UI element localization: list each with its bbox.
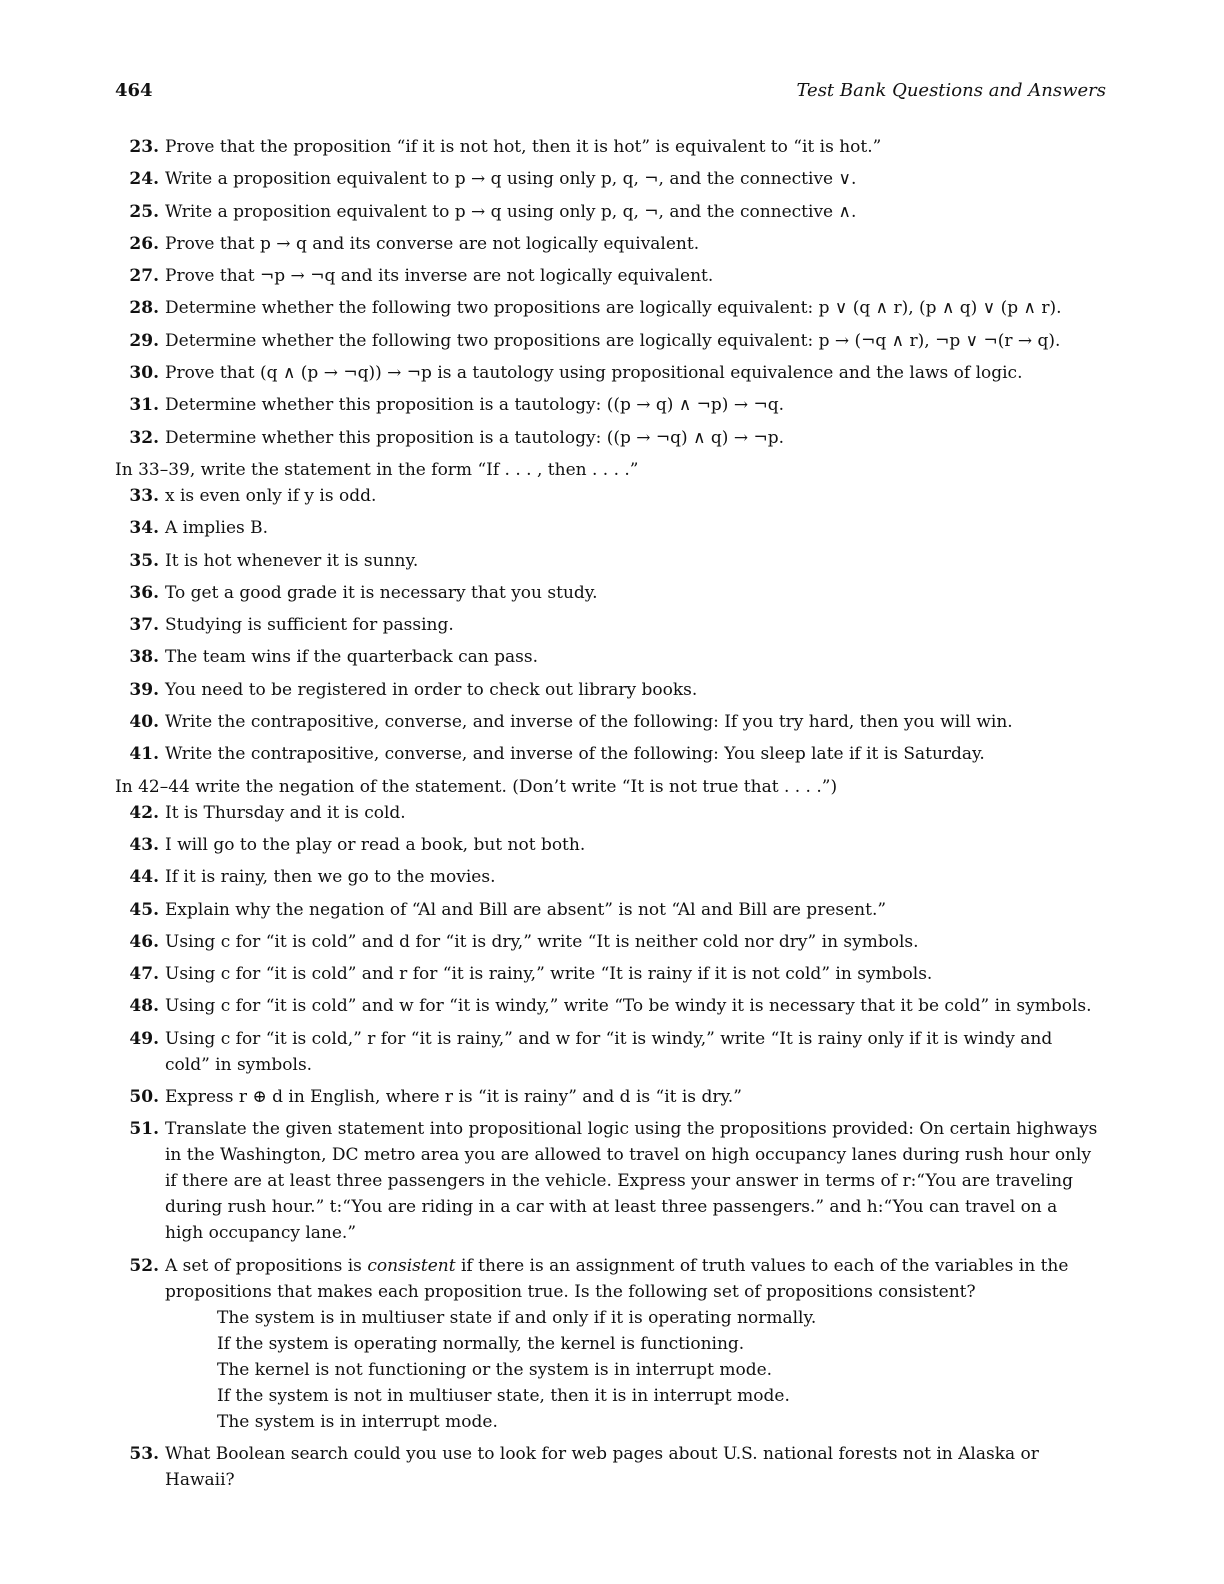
question-number: 32. bbox=[129, 427, 159, 448]
question-text: The team wins if the quarterback can pass. bbox=[165, 647, 538, 668]
question-number: 41. bbox=[129, 744, 159, 765]
question-number: 26. bbox=[129, 233, 159, 254]
question-number: 24. bbox=[129, 169, 159, 190]
question-group-c bbox=[115, 800, 1100, 1247]
proposition-line: If the system is operating normally, the kernel is functioning. bbox=[217, 1333, 745, 1354]
question-item bbox=[115, 709, 1100, 735]
question-text: Write a proposition equivalent to p → q using only p, q, ¬, and the connective ∨. bbox=[165, 169, 857, 190]
question-item bbox=[115, 897, 1100, 923]
proposition-line: The system is in interrupt mode. bbox=[217, 1411, 498, 1432]
question-item bbox=[115, 677, 1100, 703]
question-number: 50. bbox=[129, 1087, 159, 1108]
q52-emphasis: consistent bbox=[367, 1255, 456, 1276]
question-item bbox=[115, 993, 1100, 1019]
question-number: 39. bbox=[129, 679, 159, 700]
question-item bbox=[115, 1116, 1100, 1246]
question-number: 30. bbox=[129, 363, 159, 384]
question-text: Studying is sufficient for passing. bbox=[165, 615, 454, 636]
question-text: Prove that (q ∧ (p → ¬q)) → ¬p is a tautology using propositional equivalence and the laws of logic. bbox=[165, 363, 1023, 384]
page-number: 464 bbox=[115, 80, 153, 101]
question-item bbox=[115, 864, 1100, 890]
question-number: 27. bbox=[129, 266, 159, 287]
question-item bbox=[115, 483, 1100, 509]
question-text: Determine whether this proposition is a tautology: ((p → q) ∧ ¬p) → ¬q. bbox=[165, 395, 785, 416]
question-number: 31. bbox=[129, 395, 159, 416]
question-number: 44. bbox=[129, 867, 159, 888]
question-number: 23. bbox=[129, 137, 159, 157]
question-number: 33. bbox=[129, 485, 159, 506]
question-text: A implies B. bbox=[165, 518, 269, 539]
question-text: To get a good grade it is necessary that you study. bbox=[165, 582, 598, 603]
proposition-set bbox=[165, 1305, 1100, 1435]
question-text: Using c for “it is cold” and d for “it is dry,” write “It is neither cold nor dry” in symbols. bbox=[165, 931, 919, 952]
question-text: Express r ⊕ d in English, where r is “it is rainy” and d is “it is dry.” bbox=[165, 1087, 742, 1108]
question-text: It is Thursday and it is cold. bbox=[165, 802, 406, 823]
question-item bbox=[115, 580, 1100, 606]
question-number: 52. bbox=[129, 1255, 159, 1276]
question-number: 53. bbox=[129, 1443, 159, 1464]
question-list bbox=[115, 134, 1100, 1499]
question-item bbox=[115, 515, 1100, 541]
question-text: Prove that ¬p → ¬q and its inverse are not logically equivalent. bbox=[165, 266, 714, 287]
question-number: 36. bbox=[129, 582, 159, 603]
question-text: Prove that the proposition “if it is not hot, then it is hot” is equivalent to “it is hot.” bbox=[165, 137, 882, 157]
question-item bbox=[115, 832, 1100, 858]
question-text: Explain why the negation of “Al and Bill are absent” is not “Al and Bill are present.” bbox=[165, 899, 887, 920]
question-item bbox=[115, 392, 1100, 418]
question-item bbox=[115, 425, 1100, 451]
question-item bbox=[115, 741, 1100, 767]
question-item bbox=[115, 166, 1100, 192]
instruction-42-44: In 42–44 write the negation of the statement. (Don’t write “It is not true that . . . .”) bbox=[115, 776, 838, 797]
question-text: You need to be registered in order to check out library books. bbox=[165, 679, 698, 700]
question-item bbox=[115, 199, 1100, 225]
question-53 bbox=[115, 1441, 1100, 1493]
question-item bbox=[115, 929, 1100, 955]
question-item bbox=[115, 360, 1100, 386]
question-number: 37. bbox=[129, 615, 159, 636]
question-number: 34. bbox=[129, 518, 159, 539]
question-number: 38. bbox=[129, 647, 159, 668]
question-number: 40. bbox=[129, 712, 159, 733]
question-number: 42. bbox=[129, 802, 159, 823]
question-number: 47. bbox=[129, 964, 159, 985]
question-text: If it is rainy, then we go to the movies. bbox=[165, 867, 496, 888]
question-group-b bbox=[115, 483, 1100, 767]
question-item bbox=[115, 328, 1100, 354]
question-group-a bbox=[115, 134, 1100, 451]
page-header bbox=[115, 80, 1106, 106]
instruction-33-39: In 33–39, write the statement in the form “If . . . , then . . . .” bbox=[115, 459, 639, 480]
question-item bbox=[115, 961, 1100, 987]
question-text: Determine whether the following two propositions are logically equivalent: p → (¬q ∧ r), ¬p ∨ ¬(r → q). bbox=[165, 330, 1061, 351]
question-item bbox=[115, 263, 1100, 289]
question-number: 46. bbox=[129, 931, 159, 952]
question-item bbox=[115, 548, 1100, 574]
question-text: Write the contrapositive, converse, and inverse of the following: If you try hard, then you will win. bbox=[165, 712, 1013, 733]
question-item bbox=[115, 134, 1100, 160]
question-text: I will go to the play or read a book, but not both. bbox=[165, 834, 586, 855]
question-text bbox=[165, 1253, 1100, 1435]
question-text: Write the contrapositive, converse, and inverse of the following: You sleep late if it is Saturday. bbox=[165, 744, 985, 765]
question-text: Determine whether this proposition is a tautology: ((p → ¬q) ∧ q) → ¬p. bbox=[165, 427, 785, 448]
question-number: 43. bbox=[129, 834, 159, 855]
question-number: 25. bbox=[129, 201, 159, 222]
question-item bbox=[115, 644, 1100, 670]
question-item bbox=[115, 295, 1100, 321]
question-text: Prove that p → q and its converse are not logically equivalent. bbox=[165, 233, 700, 254]
question-item bbox=[115, 800, 1100, 826]
proposition-line: The kernel is not functioning or the system is in interrupt mode. bbox=[217, 1359, 773, 1380]
question-number: 48. bbox=[129, 996, 159, 1017]
question-item bbox=[115, 1084, 1100, 1110]
q52-text-after: if there is an assignment of truth values to each of the variables in the propositions that makes each proposition true. Is the following set of propositions consistent? bbox=[165, 1255, 1069, 1302]
question-item bbox=[115, 231, 1100, 257]
q52-text-before: A set of propositions is bbox=[165, 1255, 368, 1276]
question-text: What Boolean search could you use to look for web pages about U.S. national forests not in Alaska or Hawaii? bbox=[165, 1443, 1039, 1490]
question-number: 29. bbox=[129, 330, 159, 351]
proposition-line: The system is in multiuser state if and only if it is operating normally. bbox=[217, 1307, 817, 1328]
question-52 bbox=[115, 1253, 1100, 1435]
question-text: It is hot whenever it is sunny. bbox=[165, 550, 419, 571]
running-title: Test Bank Questions and Answers bbox=[796, 80, 1106, 101]
question-text: Write a proposition equivalent to p → q using only p, q, ¬, and the connective ∧. bbox=[165, 201, 857, 222]
question-text: Using c for “it is cold” and r for “it is rainy,” write “It is rainy if it is not cold” in symbols. bbox=[165, 964, 933, 985]
question-text: Using c for “it is cold” and w for “it is windy,” write “To be windy it is necessary that it be cold” in symbols. bbox=[165, 996, 1092, 1017]
question-number: 28. bbox=[129, 298, 159, 319]
question-item bbox=[115, 1026, 1100, 1078]
question-number: 35. bbox=[129, 550, 159, 571]
question-number: 51. bbox=[129, 1119, 159, 1140]
question-number: 45. bbox=[129, 899, 159, 920]
question-text: Determine whether the following two propositions are logically equivalent: p ∨ (q ∧ r), (p ∧ q) ∨ (p ∧ r). bbox=[165, 298, 1062, 319]
question-item bbox=[115, 612, 1100, 638]
question-text: x is even only if y is odd. bbox=[165, 485, 377, 506]
proposition-line: If the system is not in multiuser state, then it is in interrupt mode. bbox=[217, 1385, 790, 1406]
question-text: Using c for “it is cold,” r for “it is rainy,” and w for “it is windy,” write “It is rainy only if it is windy and cold” in symbols. bbox=[165, 1028, 1053, 1075]
question-text: Translate the given statement into propositional logic using the propositions provided: On certain highways in the Washington, DC metro area you are allowed to travel on high occupancy lanes during rush hour only if there are at least three passengers in the vehicle. Express your answer in terms of r:“You are traveling during rush hour.” t:“You are riding in a car with at least three passengers.” and h:“You can travel on a high occupancy lane.” bbox=[165, 1119, 1098, 1244]
question-number: 49. bbox=[129, 1028, 159, 1049]
